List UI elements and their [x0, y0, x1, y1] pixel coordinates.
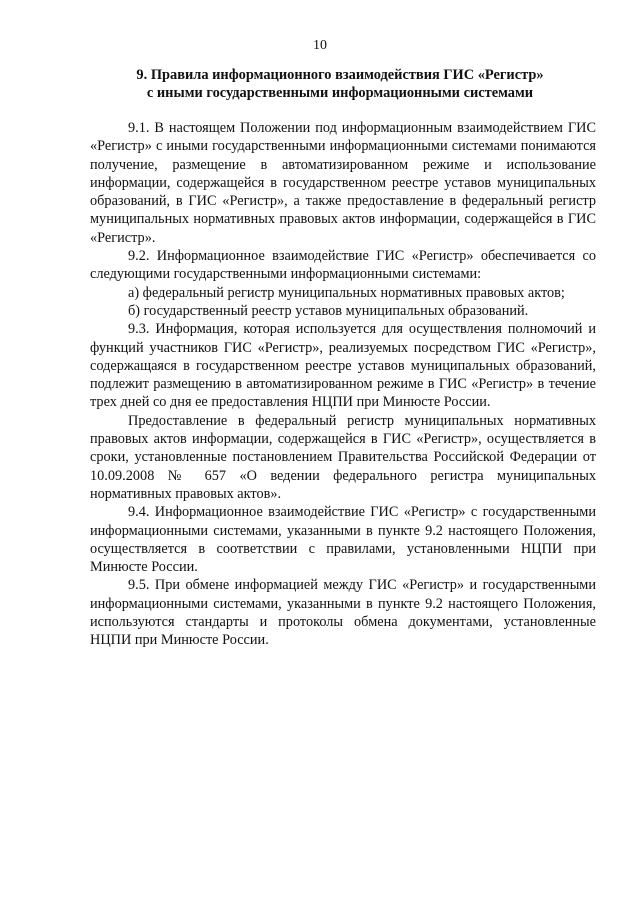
page-number: 10	[313, 38, 327, 53]
paragraph-9-5: 9.5. При обмене информацией между ГИС «Регистр» и государственными информационными системами, указанными в пункте 9.2 настоящего Положения, используются стандарты и протоколы обмена документами, установленные НЦПИ при Минюсте России.	[90, 577, 596, 649]
paragraph-9-1: 9.1. В настоящем Положении под информационным взаимодействием ГИС «Регистр» с иными государственными информационными системами понимаются получение, размещение в автоматизированном режиме и использование информации, содержащейся в государственном реестре уставов муниципальных образований, в ГИС «Регистр», а также предоставление в федеральный регистр муниципальных нормативных правовых актов информации, содержащейся в ГИС «Регистр».	[90, 120, 596, 246]
paragraph-9-4: 9.4. Информационное взаимодействие ГИС «Регистр» с государственными информационными системами, указанными в пункте 9.2 настоящего Положения, осуществляется в соответствии с правилами, установленными НЦПИ при Минюсте России.	[90, 504, 596, 576]
paragraph-9-3-continued: Предоставление в федеральный регистр муниципальных нормативных правовых актов информации, содержащейся в ГИС «Регистр», осуществляется в сроки, установленные постановлением Правительства Российской Федерации от 10.09.2008 № 657 «О ведении федерального регистра муниципальных нормативных правовых актов».	[90, 412, 596, 502]
section-heading	[90, 66, 590, 102]
list-item-a: а) федеральный регистр муниципальных нормативных правовых актов;	[128, 284, 565, 301]
list-item-b: б) государственный реестр уставов муниципальных образований.	[128, 302, 529, 319]
section-heading-line-1: 9. Правила информационного взаимодействия ГИС «Регистр»	[136, 67, 544, 83]
section-heading-line-2: с иными государственными информационными системами	[146, 85, 534, 101]
document-body	[90, 119, 596, 650]
paragraph-9-3: 9.3. Информация, которая используется для осуществления полномочий и функций участников ГИС «Регистр», реализуемых посредством ГИС «Регистр», содержащаяся в государственном реестре уставов муниципальных образований, подлежит размещению в автоматизированном режиме в ГИС «Регистр» в течение трех дней со дня ее предоставления НЦПИ при Минюсте России.	[90, 321, 596, 411]
paragraph-9-2: 9.2. Информационное взаимодействие ГИС «Регистр» обеспечивается со следующими государственными информационными системами:	[90, 248, 596, 283]
